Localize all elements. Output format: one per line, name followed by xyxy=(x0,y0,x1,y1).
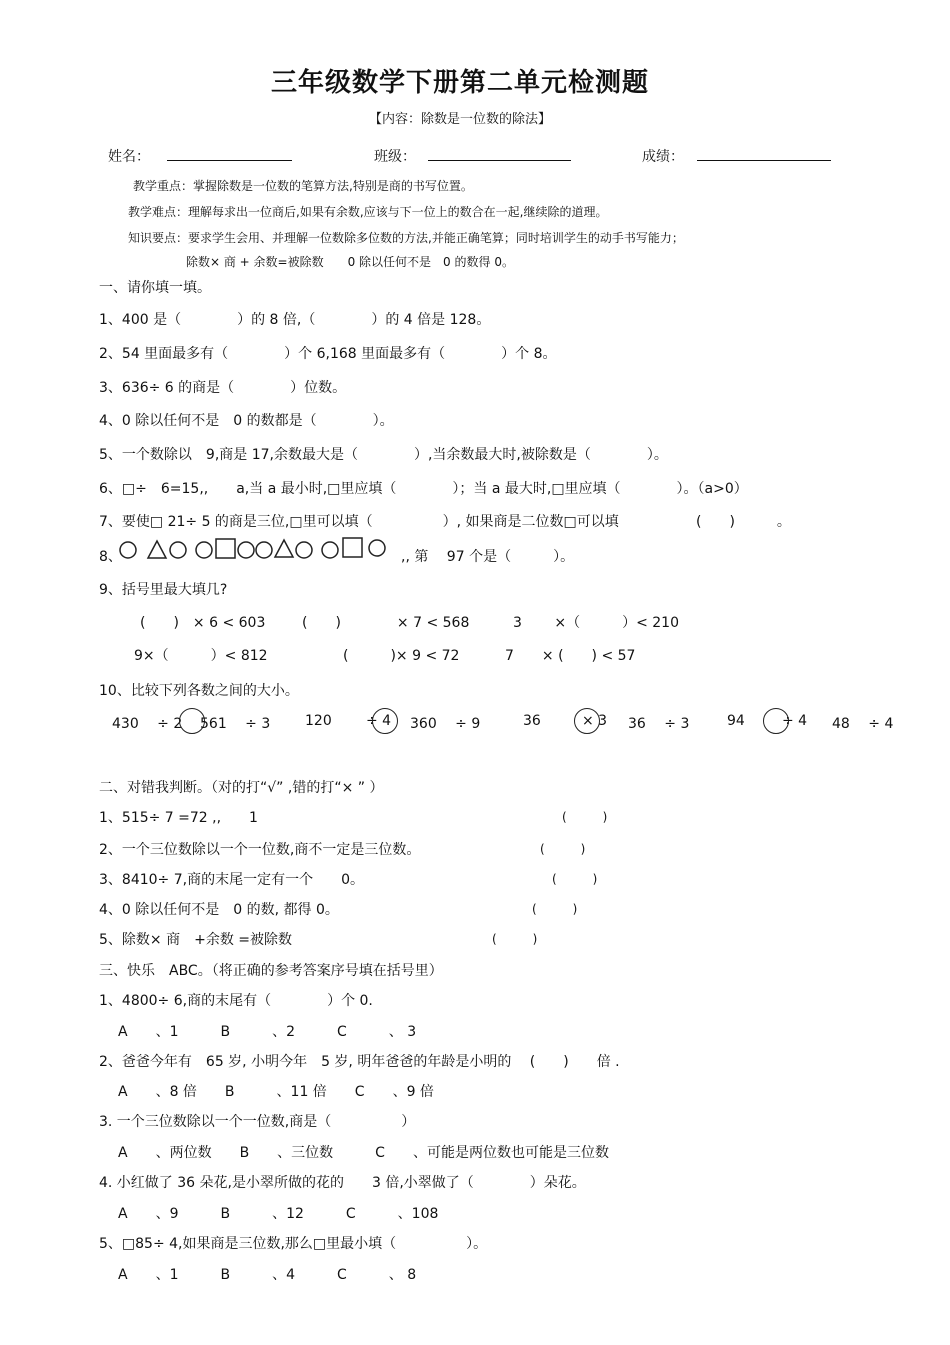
compare-div-4-b: ÷ 4 xyxy=(782,713,808,729)
s1-question-9: 9、括号里最大填几? xyxy=(99,582,228,598)
class-label: 班级： xyxy=(374,149,416,165)
class-field[interactable] xyxy=(428,160,571,161)
compare-36-div-3: 36 ÷ 3 xyxy=(628,716,690,732)
s1-question-3: 3、636÷ 6 的商是（ ）位数。 xyxy=(99,380,347,396)
s1-question-5: 5、一个数除以 9,商是 17,余数最大是（ ）,当余数最大时,被除数是（ ）。 xyxy=(99,447,668,463)
circle-shape xyxy=(256,542,272,558)
name-field[interactable] xyxy=(167,160,292,161)
q9-row1-a: ( ) × 6 < 603 xyxy=(140,615,266,631)
name-label: 姓名： xyxy=(108,149,150,165)
section1-heading: 一、请你填一填。 xyxy=(99,280,211,296)
compare-94: 94 xyxy=(727,713,745,729)
s2-answer-1[interactable]: ( ) xyxy=(562,810,608,824)
compare-div-4: ÷ 4 xyxy=(366,713,392,729)
circle-shape xyxy=(238,542,254,558)
s1-question-1: 1、400 是（ ）的 8 倍,（ ）的 4 倍是 128。 xyxy=(99,312,491,328)
s2-question-5: 5、除数× 商 +余数 =被除数 xyxy=(99,932,292,948)
s3-options-2: A 、8 倍 B 、11 倍 C 、9 倍 xyxy=(118,1084,434,1100)
s3-question-2: 2、爸爸今年有 65 岁, 小明今年 5 岁, 明年爸爸的年龄是小明的 ( ) 倍 . xyxy=(99,1054,620,1070)
compare-circle-2[interactable] xyxy=(372,708,398,734)
section2-heading: 二、对错我判断。（对的打“√” ,错的打“× ” ） xyxy=(99,780,384,796)
circle-shape xyxy=(322,542,338,558)
triangle-shape xyxy=(275,540,293,557)
s2-question-1: 1、515÷ 7 =72 ,, 1 xyxy=(99,810,258,826)
square-shape xyxy=(216,539,235,558)
s3-options-5: A 、1 B 、4 C 、 8 xyxy=(118,1267,417,1283)
s1-question-8-prefix: 8、 xyxy=(99,549,122,565)
s1-question-7: 7、要使□ 21÷ 5 的商是三位,□里可以填（ ）, 如果商是二位数□可以填 xyxy=(99,514,619,530)
s1-question-6: 6、□÷ 6=15,, a,当 a 最小时,□里应填（ ）；当 a 最大时,□里应填（ ）。（a>0） xyxy=(99,481,748,497)
s3-options-1: A 、1 B 、2 C 、 3 xyxy=(118,1024,417,1040)
s3-question-4: 4. 小红做了 36 朵花,是小翠所做的花的 3 倍,小翠做了（ ）朵花。 xyxy=(99,1175,586,1191)
s2-question-3: 3、8410÷ 7,商的末尾一定有一个 0。 xyxy=(99,872,364,888)
s1-question-2: 2、54 里面最多有（ ）个 6,168 里面最多有（ ）个 8。 xyxy=(99,346,557,362)
s3-options-4: A 、9 B 、12 C 、108 xyxy=(118,1206,439,1222)
s3-question-5: 5、□85÷ 4,如果商是三位数,那么□里最小填（ ）。 xyxy=(99,1236,488,1252)
s2-answer-4[interactable]: ( ) xyxy=(532,902,578,916)
score-label: 成绩： xyxy=(642,149,684,165)
page-subtitle: 【内容：除数是一位数的除法】 xyxy=(368,112,551,127)
s3-options-3: A 、两位数 B 、三位数 C 、可能是两位数也可能是三位数 xyxy=(118,1145,609,1161)
s2-answer-5[interactable]: ( ) xyxy=(492,932,538,946)
score-field[interactable] xyxy=(697,160,831,161)
q9-row2-c: 7 × ( ) < 57 xyxy=(505,648,636,664)
circle-shape xyxy=(170,542,186,558)
circle-shape xyxy=(196,542,212,558)
compare-360-div-9: 360 ÷ 9 xyxy=(410,716,481,732)
s1-question-8: ,, 第 97 个是（ ）。 xyxy=(401,549,575,565)
triangle-shape xyxy=(148,541,166,558)
q9-row2-b: ( )× 9 < 72 xyxy=(343,648,460,664)
s1-question-10: 10、比较下列各数之间的大小。 xyxy=(99,683,299,699)
circle-shape xyxy=(296,542,312,558)
compare-36: 36 xyxy=(523,713,541,729)
compare-48-div-4: 48 ÷ 4 xyxy=(832,716,894,732)
page-title: 三年级数学下册第二单元检测题 xyxy=(270,68,649,98)
q9-row2-a: 9×（ ）< 812 xyxy=(134,648,268,664)
s2-answer-3[interactable]: ( ) xyxy=(552,872,598,886)
compare-561-div-3: 561 ÷ 3 xyxy=(200,716,271,732)
s1-question-7-answer: ( ) 。 xyxy=(696,514,791,530)
square-shape xyxy=(343,538,362,557)
compare-120: 120 xyxy=(305,713,332,729)
q9-row1-b: ( ) × 7 < 568 xyxy=(302,615,470,631)
s2-question-2: 2、一个三位数除以一个一位数,商不一定是三位数。 xyxy=(99,842,421,858)
compare-times-3: × 3 xyxy=(582,713,608,729)
section3-heading: 三、快乐 ABC。（将正确的参考答案序号填在括号里） xyxy=(99,963,443,979)
s3-question-3: 3. 一个三位数除以一个一位数,商是（ ） xyxy=(99,1114,416,1130)
s2-question-4: 4、0 除以任何不是 0 的数, 都得 0。 xyxy=(99,902,339,918)
s3-question-1: 1、4800÷ 6,商的末尾有（ ）个 0. xyxy=(99,993,373,1009)
note-knowledge: 知识要点：要求学生会用、并理解一位数除多位数的方法,并能正确笔算；同时培训学生的动手书写能力； xyxy=(128,231,684,245)
circle-shape xyxy=(120,542,136,558)
s2-answer-2[interactable]: ( ) xyxy=(540,842,586,856)
q9-row1-c: 3 ×（ ）< 210 xyxy=(513,615,679,631)
circle-shape xyxy=(369,540,385,556)
s1-question-4: 4、0 除以任何不是 0 的数都是（ ）。 xyxy=(99,413,394,429)
note-difficulty: 教学难点：理解每求出一位商后,如果有余数,应该与下一位上的数合在一起,继续除的道理。 xyxy=(128,205,608,219)
shape-sequence xyxy=(118,536,388,562)
note-formula: 除数× 商 + 余数=被除数 0 除以任何不是 0 的数得 0。 xyxy=(186,255,514,269)
note-focus: 教学重点：掌握除数是一位数的笔算方法,特别是商的书写位置。 xyxy=(133,179,473,193)
compare-430-div-2: 430 ÷ 2 xyxy=(112,716,183,732)
